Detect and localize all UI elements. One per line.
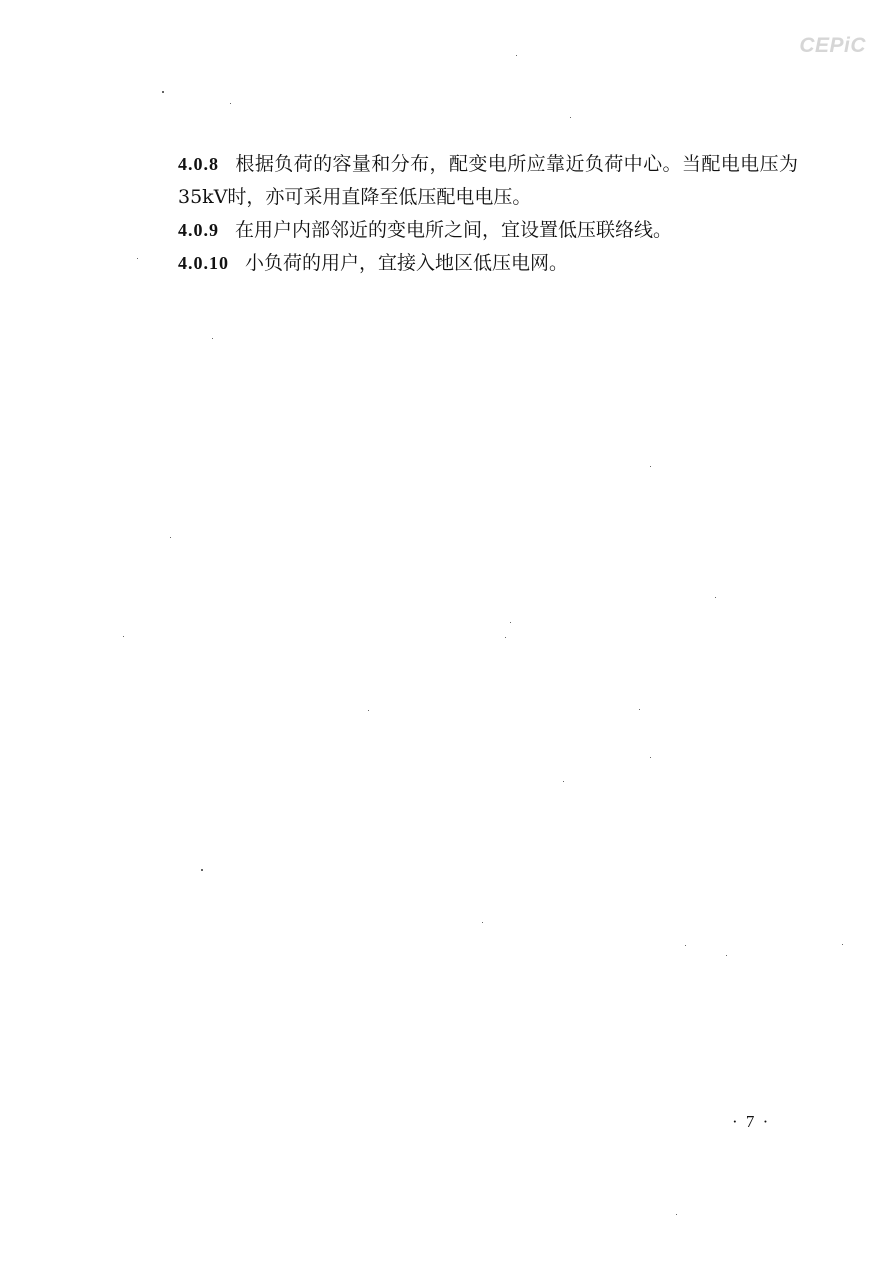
clause-list [178, 148, 798, 280]
scan-speck [482, 922, 483, 923]
cepic-watermark-logo: CEPiC [799, 34, 866, 57]
clause-text: 小负荷的用户，宜接入地区低压电网。 [245, 252, 569, 274]
scan-speck [715, 597, 716, 598]
scan-speck [123, 636, 124, 637]
clause-number: 4.0.10 [178, 253, 229, 273]
scan-speck [842, 944, 843, 945]
page-number: · 7 · [732, 1112, 771, 1131]
scan-speck [563, 781, 564, 782]
scan-speck [516, 55, 517, 56]
clause-4-0-9 [178, 214, 798, 247]
clause-number: 4.0.8 [178, 154, 219, 174]
scan-speck [170, 537, 171, 538]
scan-speck [650, 466, 651, 467]
scan-speck [650, 757, 651, 758]
scan-speck [570, 117, 571, 118]
clause-4-0-8 [178, 148, 798, 214]
clause-4-0-10 [178, 247, 798, 280]
scan-speck [162, 91, 164, 93]
scan-speck [510, 622, 511, 623]
scan-speck [685, 945, 686, 946]
clause-number: 4.0.9 [178, 220, 219, 240]
clause-text: 根据负荷的容量和分布，配变电所应靠近负荷中心。当配电电压为35kV时，亦可采用直降至低压配电电压。 [178, 153, 798, 208]
scan-speck [639, 709, 640, 710]
scan-speck [726, 955, 727, 956]
scan-speck [368, 710, 369, 711]
scan-speck [137, 258, 138, 259]
scan-speck [201, 869, 203, 871]
clause-text: 在用户内部邻近的变电所之间，宜设置低压联络线。 [235, 219, 673, 241]
scan-speck [212, 338, 213, 339]
scan-speck [676, 1214, 677, 1215]
scan-speck [230, 103, 231, 104]
scan-speck [505, 637, 506, 638]
